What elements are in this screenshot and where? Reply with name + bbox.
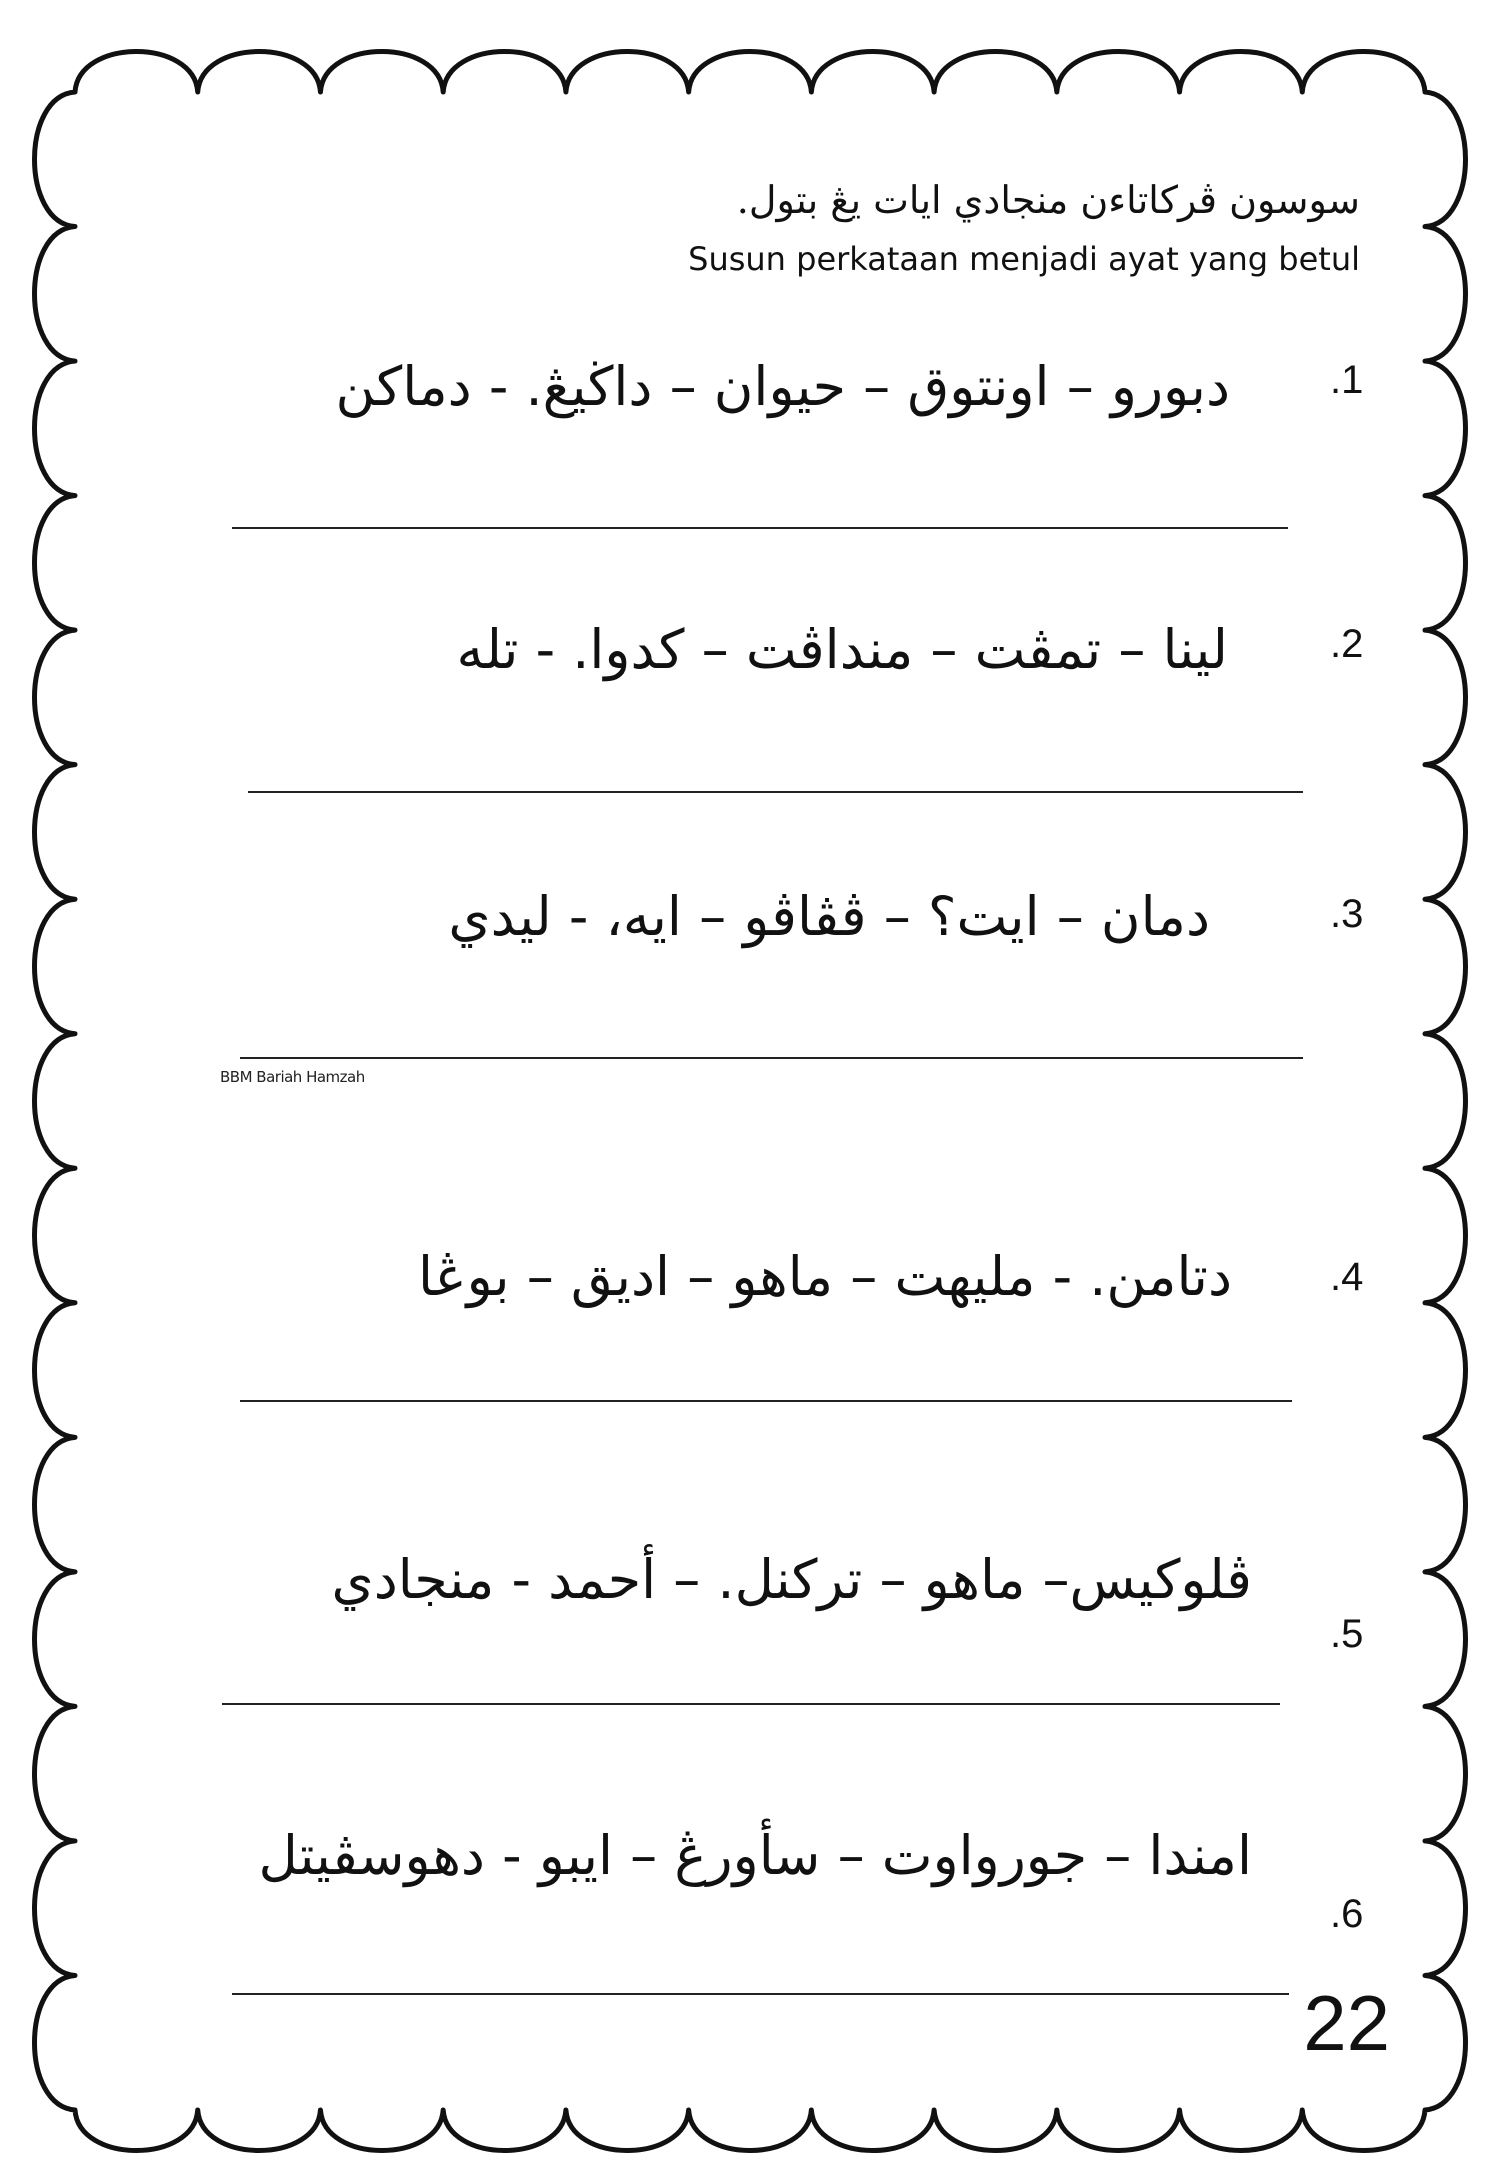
question-text: دبورو – اونتوق – حيوان – داڬيڠ. - دماكن xyxy=(335,355,1230,418)
question-number: .5 xyxy=(1330,1612,1364,1656)
answer-line[interactable] xyxy=(240,1057,1303,1059)
question-number: .1 xyxy=(1330,358,1364,402)
question-number: .2 xyxy=(1330,622,1364,666)
question-number: .4 xyxy=(1330,1255,1364,1299)
question-text: لينا – تمڤت – منداڤت – كدوا. - تله xyxy=(456,618,1228,681)
instruction-rumi: Susun perkataan menjadi ayat yang betul xyxy=(688,240,1360,278)
answer-line[interactable] xyxy=(240,1400,1292,1402)
credit-text: BBM Bariah Hamzah xyxy=(220,1068,365,1086)
question-number: .3 xyxy=(1330,892,1364,936)
answer-line[interactable] xyxy=(248,791,1303,793)
answer-line[interactable] xyxy=(222,1703,1280,1705)
question-number: .6 xyxy=(1330,1892,1364,1936)
answer-line[interactable] xyxy=(232,1993,1289,1995)
question-text: دمان – ايت؟ – ڤڤاڤو – ايه، - ليدي xyxy=(448,885,1210,948)
question-text: ڤلوكيس– ماهو – تركنل. – أحمد - منجادي xyxy=(331,1548,1252,1611)
page-number: 22 xyxy=(1303,1979,1390,2067)
answer-line[interactable] xyxy=(232,527,1288,529)
question-text: دتامن. - مليهت – ماهو – اديق – بوڠا xyxy=(417,1245,1232,1308)
instruction-jawi: سوسون ڤركاتاءن منجادي ايات يڠ بتول. xyxy=(736,178,1360,222)
question-text: امندا – جورواوت – سأورڠ – ايبو - دهوسڤيتل xyxy=(258,1824,1252,1887)
